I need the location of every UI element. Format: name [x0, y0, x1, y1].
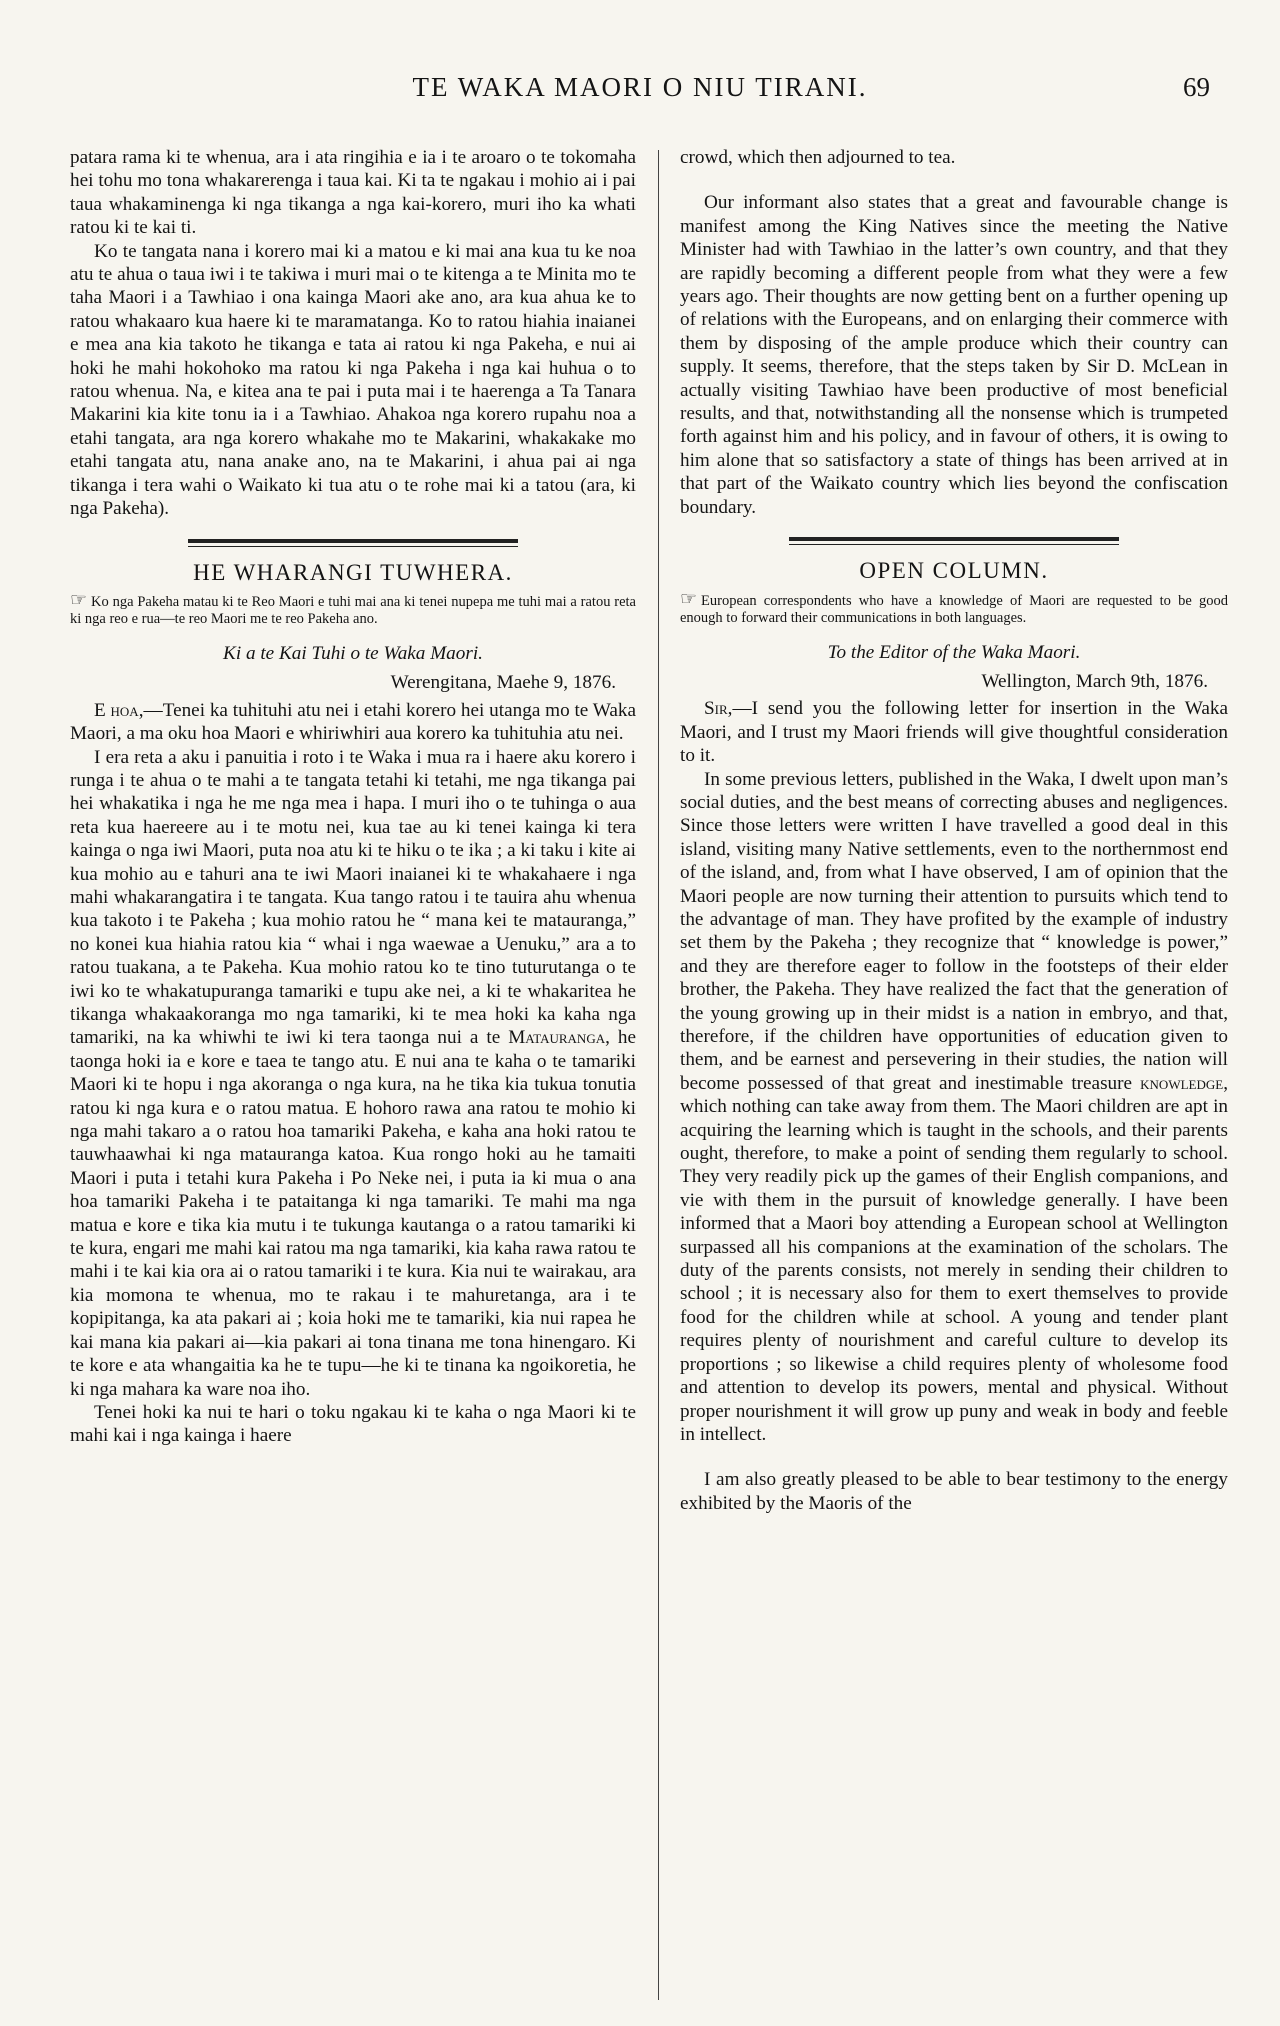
page-number: 69: [1183, 72, 1210, 102]
letter-body-english: In some previous letters, published in the Waka, I dwelt upon man’s social duties, and the best means of correcting abuses and negligences. Since those letters were written I have travelled a good deal in this island, visiting many Native settlements, even to the northernmost end of the island, and, from what I have observed, I am of opinion that the Maori people are now turning their attention to pursuits which tend to the advantage of man. They have profited by the example of industry set them by the Pakeha ; they recognize that “ knowledge is power,” and they are therefore eager to follow in the footsteps of their elder brother, the Pakeha. They have realized the fact that the generation of the young growing up in their midst is a nation in embryo, and that, therefore, if the children have opportunities of education given to them, and be earnest and persevering in their studies, the nation will become possessed of that great and inestimable treasure knowledge, which nothing can take away from them. The Maori children are apt in acquiring the learning which is taught in the schools, and their parents ought, therefore, to make a point of sending them regularly to school. They very readily pick up the games of their English companions, and vie with them in the pursuit of knowledge generally. I have been informed that a Maori boy attending a European school at Wellington surpassed all his companions at the examination of the scholars. The duty of the parents consists, not merely in sending their children to school ; it is necessary also for them to exert themselves to provide food for the children while at school. A young and tender plant requires plenty of nourishment and careful culture to develop its proportions ; so likewise a child requires plenty of wholesome food and attention to develop its powers, mental and physical. Without proper nourishment it will grow up puny and weak in body and feeble in intellect.: [680, 768, 1228, 1445]
pointing-hand-icon: ☞: [680, 588, 698, 610]
letter-salutation-english: To the Editor of the Waka Maori.: [827, 641, 1081, 663]
letter-opening-english: Sir,—I send you the following letter for insertion in the Waka Maori, and I trust my Maori friends will give thoughtful consideration to it.: [680, 698, 1228, 767]
left-column: [70, 146, 636, 1448]
letter-dateline-english: Wellington, March 9th, 1876.: [981, 670, 1208, 692]
editor-note-english: ☞ European correspondents who have a knowledge of Maori are requested to be good enough to forward their communications in both languages.: [680, 588, 1228, 626]
section-title-maori: HE WHARANGI TUWHERA.: [193, 559, 513, 585]
page-header: [70, 72, 1210, 112]
section-rule: [188, 539, 518, 547]
newspaper-title: TE WAKA MAORI O NIU TIRANI.: [412, 72, 868, 102]
section-rule: [789, 537, 1119, 545]
editor-note-maori: ☞ Ko nga Pakeha matau ki te Reo Maori e tuhi mai ana ki tenei nupepa me tuhi mai a ratou reta ki nga reo e rua—te reo Maori me te reo Pakeha ano.: [70, 589, 636, 627]
left-informant-paragraph: Ko te tangata nana i korero mai ki a matou e ki mai ana kua tu ke noa atu te ahua o taua iwi i te takiwa i muri mai o te kitenga a te Minita mo te taha Maori i a Tawhiao i ona kainga Maori ake ano, ara kua ahua ke to ratou whakaaro kua haere ki te maramatanga. Ko to ratou hiahia inaianei e mea ana kia takoto he tikanga e tata ai ratou ki nga Pakeha, e nui ai hoki he mahi hokohoko ma ratou ki nga Pakeha i nga kai huhua o to ratou whenua. Na, e kitea ana te pai i puta mai i te haerenga a Ta Tanara Makarini kia kite tonu ia i a Tawhiao. Ahakoa nga korero rupahu noa a etahi tangata, ara nga korero whakahe mo te Makarini, whakakake mo etahi tangata atu, nana anake ano, na te Makarini, i ahua pai ai nga tikanga i tera wahi o Waikato ki tua atu o te rohe mai ki a tatou (ara, ki nga Pakeha).: [70, 240, 636, 520]
right-continuation-paragraph: crowd, which then adjourned to tea.: [680, 147, 956, 168]
letter-salutation-maori: Ki a te Kai Tuhi o te Waka Maori.: [223, 642, 483, 664]
letter-closing-english: I am also greatly pleased to be able to bear testimony to the energy exhibited by the Maoris of the: [680, 1469, 1228, 1514]
right-column: [680, 146, 1228, 1515]
letter-closing-maori: Tenei hoki ka nui te hari o toku ngakau ki te kaha o nga Maori ki te mahi kai i nga kainga i haere: [70, 1401, 636, 1447]
right-informant-paragraph: Our informant also states that a great and favourable change is manifest among the King Natives since the meeting the Native Minister had with Tawhiao in the latter’s own country, and that they are rapidly becoming a different people from what they were a few years ago. Their thoughts are now getting bent on a further opening up of relations with the Europeans, and on enlarging their commerce with them by disposing of the ample produce which their country can supply. It seems, therefore, that the steps taken by Sir D. McLean in actually visiting Tawhiao have been productive of most beneficial results, and that, notwithstanding all the nonsense which is trumpeted forth against him and his policy, and in favour of others, it is owing to him alone that so satisfactory a state of things has been arrived at in that part of the Waikato country which lies beyond the confiscation boundary.: [680, 192, 1228, 518]
letter-body-maori: I era reta a aku i panuitia i roto i te Waka i mua ra i haere aku korero i runga i te ahua o te mahi a te tangata tetahi ki tetahi, me nga tikanga pai hei whakatika i nga he me nga mea i hapa. I muri iho o te tuhinga o aua reta kua haereere au i te motu nei, kua tae au ki tenei kainga ki tera kainga o nga iwi Maori, puta noa atu ki te hiku o te ika ; a ki taku i kite ai kua mohio au e tahuri ana te iwi Maori inaianei ki te whakahaere i nga mahi whakarangatira i te tangata. Kua tango ratou i te tauira ahu whenua kua takoto i te Pakeha ; kua mohio ratou he “ mana kei te matauranga,” no konei kua hiahia ratou kia “ whai i nga waewae a Uenuku,” ara a to ratou tuakana, a te Pakeha. Kua mohio ratou ko te tino tuturutanga o te iwi ko te whakatupuranga tamariki e tupu ake nei, a ki te whakaritea he tikanga whakaakoranga mo nga tamariki, ki te mea hoki ka kaha nga tamariki, na ka whiwhi te iwi ki tera taonga nui a te Matauranga, he taonga hoki ia e kore e taea te tango atu. E nui ana te kaha o te tamariki Maori ki te hopu i nga akoranga o nga kura, na he tika kia tukua tonutia ratou ki nga kura e o ratou matua. E hohoro rawa ana ratou te mohio ki nga mahi takaro a o ratou hoa tamariki Pakeha, e kaha ana hoki ratou te tauwhaawhai ki nga matauranga katoa. Kua rongo hoki au he tamaiti Maori i puta i tetahi kura Pakeha i Po Neke nei, i puta ia ki mua o ana hoa tamariki Pakeha i te pataitanga ki nga tamariki. Te mahi ma nga matua e kore e tika kia mutu i te tukunga kautanga o a ratou tamariki ki te kura, engari me mahi kai ratou ma nga tamariki, kia kaha rawa ratou te mahi i te kai kia ora ai o ratou tamariki i te kura. Kia nui te wairakau, ara kia momona te whenua, mo te rakau i te mahuretanga, ara i te kopipitanga, ka ata pakari ai ; koia hoki me te tamariki, kia nui rapea he kai mana kia pakari ai—kia pakari ai tona tinana me tona hinengaro. Ki te kore e ata whangaitia ka he te tupu—he ki te tinana ka ngoikoretia, he ki nga mahara ka ware noa iho.: [70, 746, 636, 1400]
left-continuation-paragraph: patara rama ki te whenua, ara i ata ringihia e ia i te aroaro o te tokomaha hei tohu mo tona whakarerenga i taua kai. Ki ta te ngakau i mohio ai i pai taua whakaminenga ki nga tikanga a nga kai-korero, muri iho ka whati ratou ki te kai ti.: [70, 147, 636, 239]
pointing-hand-icon: ☞: [70, 589, 88, 611]
letter-opening-maori: E hoa,—Tenei ka tuhituhi atu nei i etahi korero hei utanga mo te Waka Maori, a ma oku hoa Maori e whiriwhiri aua korero ka tuhituhia atu nei.: [70, 699, 636, 745]
letter-dateline-maori: Werengitana, Maehe 9, 1876.: [390, 672, 616, 694]
column-divider: [658, 150, 659, 2000]
section-title-english: OPEN COLUMN.: [859, 558, 1049, 584]
